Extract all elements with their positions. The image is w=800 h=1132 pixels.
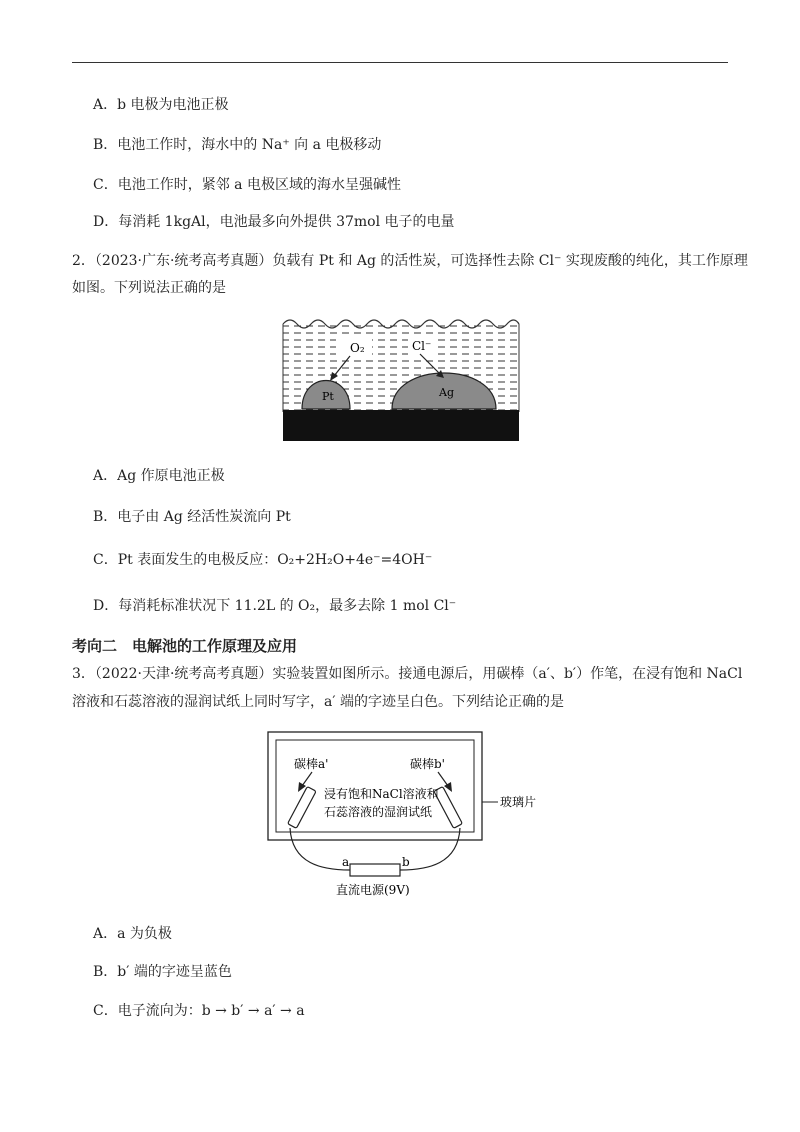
activated-carbon-figure: [282, 316, 520, 442]
q1-option-d: D．每消耗 1kgAl，电池最多向外提供 37mol 电子的电量: [93, 214, 455, 230]
q1-option-b: B．电池工作时，海水中的 Na⁺ 向 a 电极移动: [93, 137, 382, 153]
header-rule: [72, 62, 728, 63]
cl-label: Cl⁻: [412, 339, 432, 353]
q2-stem-line2: 如图。下列说法正确的是: [72, 280, 226, 296]
q2-stem-line1: 2．（2023·广东·统考高考真题）负载有 Pt 和 Ag 的活性炭，可选择性去除 Cl⁻ 实现废酸的纯化，其工作原理: [72, 253, 748, 269]
wire-a: [290, 828, 350, 870]
carbon-rod-a: [288, 787, 317, 829]
terminal-b-label: b: [402, 855, 410, 869]
paper-label-line2: 石蕊溶液的湿润试纸: [324, 805, 433, 819]
q1-option-c: C．电池工作时，紧邻 a 电极区域的海水呈强碱性: [93, 177, 401, 193]
q1-option-a: A．b 电极为电池正极: [93, 97, 229, 113]
q3-option-a: A．a 为负极: [93, 926, 172, 942]
q2-option-b: B．电子由 Ag 经活性炭流向 Pt: [93, 509, 291, 525]
power-label: 直流电源(9V): [336, 883, 410, 897]
section-title: 考向二 电解池的工作原理及应用: [72, 637, 298, 655]
carbon-support: [283, 410, 519, 441]
pt-label: Pt: [322, 390, 334, 403]
q2-option-d: D．每消耗标准状况下 11.2L 的 O₂，最多去除 1 mol Cl⁻: [93, 598, 457, 614]
terminal-a-label: a: [342, 855, 350, 869]
paper-label-line1: 浸有饱和NaCl溶液和: [324, 787, 439, 801]
q3-option-c: C．电子流向为：b → b′ → a′ → a: [93, 1003, 305, 1019]
q3-option-b: B．b′ 端的字迹呈蓝色: [93, 964, 232, 980]
rod-a-label: 碳棒a': [294, 757, 329, 771]
q2-option-a: A．Ag 作原电池正极: [93, 468, 225, 484]
power-supply: [350, 864, 400, 876]
ag-label: Ag: [439, 386, 454, 399]
q2-option-c: C．Pt 表面发生的电极反应：O₂+2H₂O+4e⁻=4OH⁻: [93, 552, 433, 568]
o2-label: O₂: [350, 341, 365, 355]
q3-stem-line2: 溶液和石蕊溶液的湿润试纸上同时写字，a′ 端的字迹呈白色。下列结论正确的是: [72, 694, 564, 710]
q3-stem-line1: 3．（2022·天津·统考高考真题）实验装置如图所示。接通电源后，用碳棒（a′、b′）作笔，在浸有饱和 NaCl: [72, 666, 743, 682]
rod-b-label: 碳棒b': [410, 757, 445, 771]
glass-label: 玻璃片: [500, 795, 537, 809]
electrolysis-figure: [262, 728, 572, 900]
